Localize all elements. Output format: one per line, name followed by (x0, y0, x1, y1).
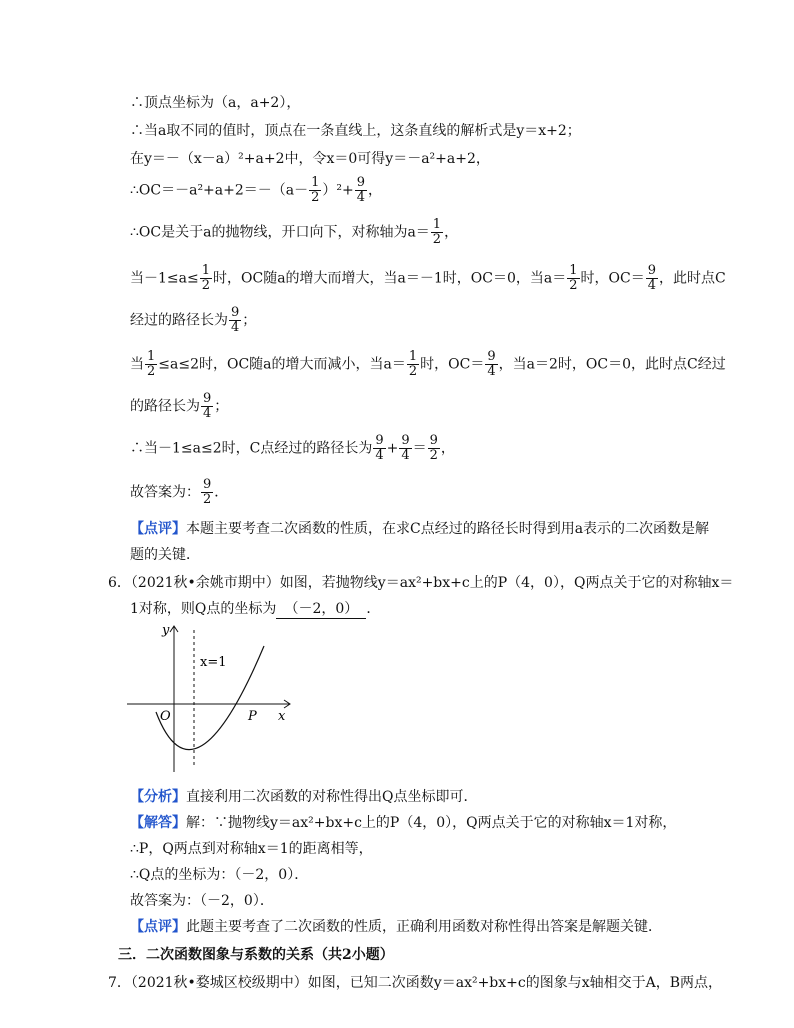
fraction: $\frac{1}{2}$ (569, 263, 578, 293)
analysis-line: 【分析】直接利用二次函数的对称性得出Q点坐标即可． (130, 789, 478, 805)
text-line: ∴Q点的坐标为：（－2，0）． (130, 867, 309, 883)
fraction: $\frac{9}{4}$ (375, 433, 384, 463)
symmetry-axis-label: x=1 (200, 655, 227, 670)
answer-blank: （－2，0） (276, 600, 366, 619)
analysis-tag: 【分析】 (130, 789, 186, 805)
point-p-label: P (248, 709, 257, 724)
fraction: $\frac{1}{2}$ (408, 349, 418, 379)
comment-line: 【点评】本题主要考查二次函数的性质，在求C点经过的路径长时得到用a表示的二次函数是解 (130, 521, 710, 537)
text-line: 经过的路径长为 $\frac{9}{4}$ ； (130, 305, 257, 335)
text-line: 当 $\frac{1}{2}$ ≤a≤2时，OC随a的增大而减小，当a＝ $\frac{1}{2}$ 时，OC＝ $\frac{9}{4}$ ，当a＝2时，OC＝0，此时点C经过 (130, 349, 726, 379)
x-axis-label: x (278, 709, 286, 724)
y-axis-label: y (162, 623, 170, 638)
text-line: ∴当－1≤a≤2时，C点经过的路径长为 $\frac{9}{4}$ + $\frac{9}{4}$ ＝ $\frac{9}{2}$ ， (130, 433, 455, 463)
fraction: $\frac{9}{4}$ (487, 349, 496, 379)
text-line: ∴P，Q两点到对称轴x＝1的距离相等， (130, 841, 373, 857)
section-heading: 三．二次函数图象与系数的关系（共2小题） (118, 947, 394, 963)
fraction: $\frac{9}{2}$ (429, 433, 438, 463)
fraction: $\frac{9}{4}$ (647, 263, 656, 293)
fraction: $\frac{9}{4}$ (231, 305, 240, 335)
fraction: $\frac{1}{2}$ (432, 217, 442, 247)
fraction: $\frac{1}{2}$ (311, 175, 320, 205)
text-line: 1对称，则Q点的坐标为 （－2，0） ． (130, 601, 381, 617)
text-line: 题的关键． (130, 547, 200, 563)
fraction: $\frac{1}{2}$ (201, 263, 210, 293)
text-line: ∴顶点坐标为（a，a+2）， (130, 95, 301, 111)
text-line: ∴OC是关于a的抛物线，开口向下，对称轴为a＝ $\frac{1}{2}$ ， (130, 217, 459, 247)
text-line: 故答案为：（－2，0）． (130, 893, 274, 909)
fraction: $\frac{9}{4}$ (203, 391, 212, 421)
comment-line: 【点评】此题主要考查了二次函数的性质，正确利用函数对称性得出答案是解题关键． (130, 919, 662, 935)
comment-tag: 【点评】 (130, 919, 186, 935)
fraction: $\frac{9}{4}$ (356, 175, 366, 205)
origin-label: O (160, 709, 171, 724)
text-line: 在y＝－（x－a）²+a+2中，令x＝0可得y＝－a²+a+2， (130, 151, 490, 167)
text-line: ∴OC＝－a²+a+2＝－（a－ $\frac{1}{2}$ ）²+ $\frac{9}{4}$ ， (130, 175, 383, 205)
comment-tag: 【点评】 (130, 521, 186, 537)
text-line: 当－1≤a≤ $\frac{1}{2}$ 时，OC随a的增大而增大，当a＝－1时，OC＝0，当a＝ $\frac{1}{2}$ 时，OC＝ $\frac{9}{4}$ ，此时点C (130, 263, 726, 293)
fraction: $\frac{9}{2}$ (203, 477, 212, 507)
parabola-graph (122, 622, 302, 782)
fraction: $\frac{1}{2}$ (147, 349, 156, 379)
question-6: 6．（2021秋•余姚市期中）如图，若抛物线y＝ax²+bx+c上的P（4，0），Q两点关于它的对称轴x＝ (108, 575, 734, 591)
text-line: ∴当a取不同的值时，顶点在一条直线上，这条直线的解析式是y＝x+2； (130, 123, 581, 139)
text-line: 的路径长为 $\frac{9}{4}$ ； (130, 391, 229, 421)
fraction: $\frac{9}{4}$ (401, 433, 410, 463)
text-line: 故答案为： $\frac{9}{2}$ ． (130, 477, 229, 507)
question-7: 7．（2021秋•婺城区校级期中）如图，已知二次函数y＝ax²+bx+c的图象与x轴相交于A，B两点， (108, 975, 723, 991)
answer-tag: 【解答】 (130, 815, 186, 831)
answer-line: 【解答】解：∵抛物线y＝ax²+bx+c上的P（4，0），Q两点关于它的对称轴x＝1对称， (130, 815, 677, 831)
